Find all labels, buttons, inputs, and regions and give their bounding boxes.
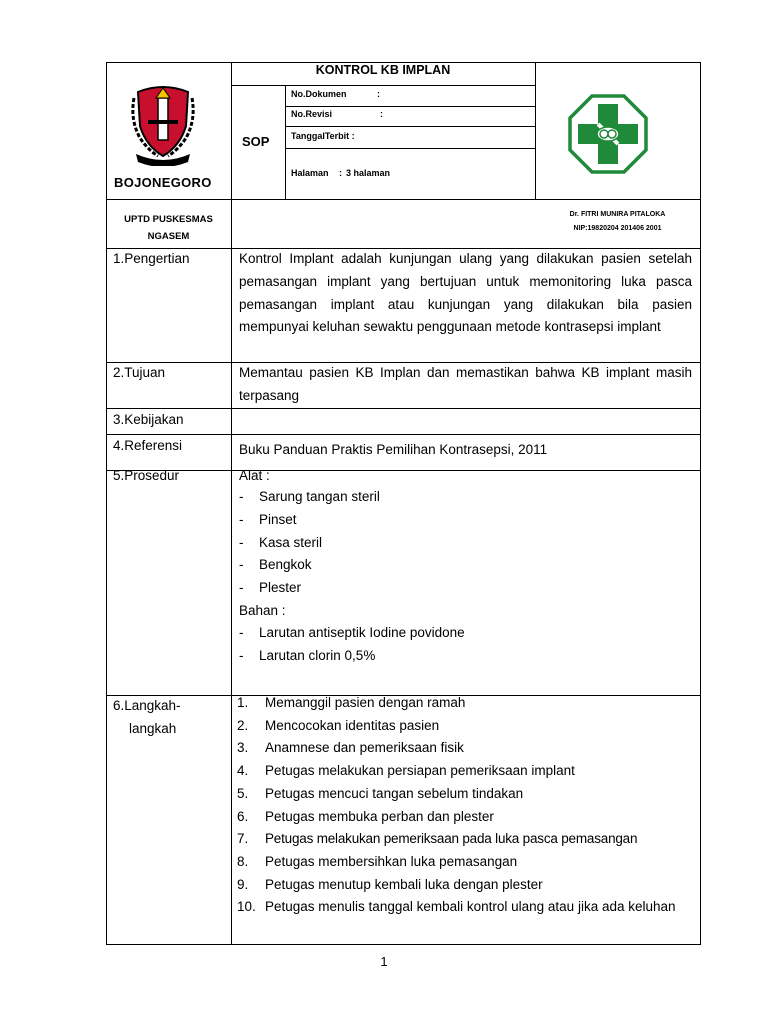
- list-item-text: Pinset: [259, 511, 297, 527]
- sop-label: SOP: [242, 134, 270, 149]
- list-bullet: -: [239, 647, 244, 663]
- doc-field-value: 3 halaman: [346, 168, 391, 178]
- step-item: [237, 896, 693, 919]
- step-number: 6.: [237, 808, 249, 824]
- list-item: [239, 532, 380, 555]
- document-title: KONTROL KB IMPLAN: [315, 63, 451, 77]
- step-item: [237, 806, 693, 829]
- logo-caption: BOJONEGORO: [114, 175, 212, 190]
- list-bullet: -: [239, 557, 244, 573]
- institution-line2: NGASEM: [147, 231, 190, 242]
- step-text: Petugas menulis tanggal kembali kontrol ulang atau jika ada keluhan: [265, 899, 676, 915]
- list-item: [239, 577, 380, 600]
- doc-field-label: No.Revisi: [291, 109, 333, 119]
- list-bullet: -: [239, 489, 244, 504]
- doc-field-sep: :: [380, 109, 383, 119]
- step-text: Petugas membersihkan luka pemasangan: [265, 853, 518, 869]
- list-item: [239, 622, 465, 645]
- doc-field-label: No.Dokumen: [291, 89, 347, 99]
- doc-field-label: TanggalTerbit :: [291, 131, 355, 141]
- doc-field-sep: :: [339, 168, 342, 178]
- step-item: [237, 851, 693, 874]
- signer-name: Dr. FITRI MUNIRA PITALOKA: [569, 211, 666, 218]
- step-item: [237, 783, 693, 806]
- step-item: [237, 760, 693, 783]
- step-text: Petugas membuka perban dan plester: [265, 808, 494, 824]
- step-text: Mencocokan identitas pasien: [265, 717, 440, 733]
- list-bullet: -: [239, 625, 244, 640]
- step-item: [237, 874, 693, 897]
- tujuan-text: Memantau pasien KB Implan dan memastikan bahwa KB implant masih terpasang: [239, 365, 692, 403]
- signer-block: [535, 208, 700, 236]
- section-label-pengertian: 1.Pengertian: [113, 251, 190, 266]
- list-bullet: -: [239, 511, 244, 527]
- puskesmas-logo: [568, 94, 648, 174]
- step-number: 5.: [237, 785, 249, 801]
- step-number: 10.: [237, 899, 256, 915]
- langkah-steps: [237, 692, 693, 919]
- section-label-kebijakan: 3.Kebijakan: [113, 412, 184, 427]
- step-number: 8.: [237, 853, 249, 869]
- langkah-label-line1: 6.Langkah-: [113, 698, 181, 713]
- list-item: [239, 645, 465, 668]
- step-item: [237, 828, 693, 851]
- langkah-label-line2: langkah: [129, 720, 177, 736]
- alat-list: [239, 486, 380, 600]
- step-text: Petugas menutup kembali luka dengan plester: [265, 876, 543, 892]
- list-item: [239, 554, 380, 577]
- step-number: 4.: [237, 763, 249, 779]
- list-item-text: Larutan antiseptik Iodine povidone: [259, 625, 465, 640]
- list-item-text: Plester: [259, 580, 302, 596]
- bojonegoro-emblem-logo: [128, 80, 198, 166]
- section-label-tujuan: 2.Tujuan: [113, 365, 166, 380]
- list-bullet: -: [239, 534, 244, 550]
- step-item: [237, 692, 693, 715]
- section-label-langkah: [113, 695, 181, 740]
- list-item-text: Bengkok: [259, 557, 312, 573]
- step-text: Petugas mencuci tangan sebelum tindakan: [265, 785, 524, 801]
- bahan-heading: Bahan :: [239, 603, 286, 618]
- step-text: Memanggil pasien dengan ramah: [265, 695, 466, 710]
- step-number: 1.: [237, 695, 249, 710]
- step-text: Petugas melakukan pemeriksaan pada luka pasca pemasangan: [265, 831, 638, 847]
- section-label-prosedur: 5.Prosedur: [113, 468, 180, 483]
- step-item: [237, 715, 693, 738]
- alat-heading: Alat :: [239, 468, 270, 483]
- institution-name: [106, 211, 231, 245]
- list-item: [239, 486, 380, 509]
- step-number: 9.: [237, 876, 249, 892]
- referensi-text: Buku Panduan Praktis Pemilihan Kontrasepsi, 2011: [239, 442, 548, 457]
- pengertian-text: Kontrol Implant adalah kunjungan ulang yang dilakukan pasien setelah pemasangan implant yang bertujuan untuk memonitoring luka pasca pemasangan implant atau kunjungan yang dilakukan bila pasien mempunyai keluhan sewaktu penggunaan metode kontrasepsi implant: [239, 251, 692, 335]
- list-item-text: Sarung tangan steril: [259, 489, 380, 504]
- step-number: 3.: [237, 740, 249, 756]
- doc-field-label: Halaman: [291, 168, 329, 178]
- doc-field-sep: :: [377, 89, 380, 99]
- step-number: 2.: [237, 717, 249, 733]
- list-item: [239, 509, 380, 532]
- step-number: 7.: [237, 831, 249, 847]
- list-item-text: Larutan clorin 0,5%: [259, 647, 376, 663]
- step-text: Petugas melakukan persiapan pemeriksaan implant: [265, 763, 575, 779]
- list-item-text: Kasa steril: [259, 534, 323, 550]
- institution-line1: UPTD PUSKESMAS: [124, 214, 213, 225]
- page-number: 1: [380, 954, 388, 969]
- list-bullet: -: [239, 580, 244, 596]
- signer-nip: NIP:19820204 201406 2001: [573, 225, 662, 232]
- bahan-list: [239, 622, 465, 668]
- step-item: [237, 737, 693, 760]
- step-text: Anamnese dan pemeriksaan fisik: [265, 740, 464, 756]
- section-label-referensi: 4.Referensi: [113, 438, 183, 453]
